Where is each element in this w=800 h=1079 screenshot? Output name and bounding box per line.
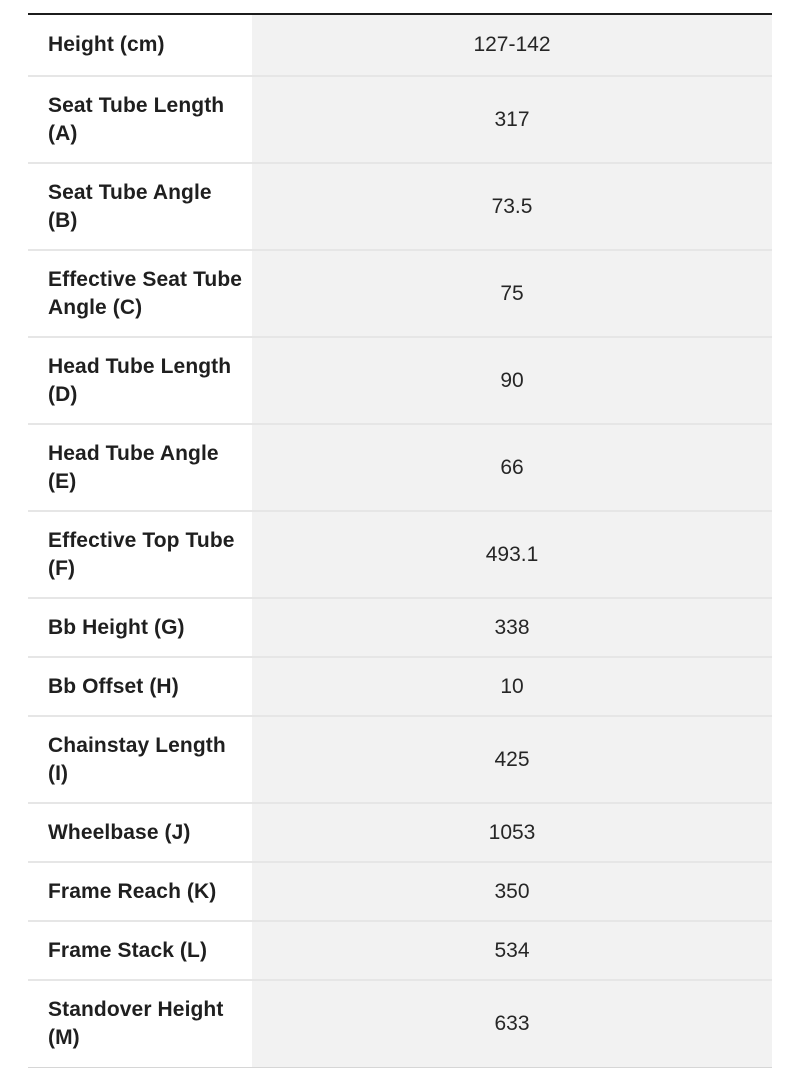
row-value: 493.1 <box>252 511 772 598</box>
row-value: 338 <box>252 598 772 657</box>
row-value: 350 <box>252 862 772 921</box>
row-label: Effective Top Tube (F) <box>28 511 252 598</box>
table-row-seat-tube-length <box>28 76 772 163</box>
row-label: Bb Height (G) <box>28 598 252 657</box>
row-label: Head Tube Length (D) <box>28 337 252 424</box>
row-value: 317 <box>252 76 772 163</box>
row-value: 127-142 <box>252 15 772 76</box>
table-row-effective-seat-tube-angle <box>28 250 772 337</box>
table-row-chainstay-length <box>28 716 772 803</box>
row-value: 1053 <box>252 803 772 862</box>
row-value: 73.5 <box>252 163 772 250</box>
row-label: Wheelbase (J) <box>28 803 252 862</box>
table-row-effective-top-tube <box>28 511 772 598</box>
row-label: Frame Reach (K) <box>28 862 252 921</box>
table-row-wheelbase <box>28 803 772 862</box>
row-label: Head Tube Angle (E) <box>28 424 252 511</box>
table-row-head-tube-length <box>28 337 772 424</box>
table-row-frame-stack <box>28 921 772 980</box>
row-value: 90 <box>252 337 772 424</box>
row-label: Chainstay Length (I) <box>28 716 252 803</box>
row-label: Standover Height (M) <box>28 980 252 1067</box>
row-label: Seat Tube Angle (B) <box>28 163 252 250</box>
row-value: 534 <box>252 921 772 980</box>
table-row-bb-offset <box>28 657 772 716</box>
table-row-bb-height <box>28 598 772 657</box>
row-value: 66 <box>252 424 772 511</box>
row-value: 633 <box>252 980 772 1067</box>
table-row-standover-height <box>28 980 772 1067</box>
row-label: Frame Stack (L) <box>28 921 252 980</box>
row-value: 425 <box>252 716 772 803</box>
row-label: Seat Tube Length (A) <box>28 76 252 163</box>
row-value: 10 <box>252 657 772 716</box>
row-label: Effective Seat Tube Angle (C) <box>28 250 252 337</box>
row-value: 75 <box>252 250 772 337</box>
geometry-spec-table <box>28 15 772 1068</box>
row-label: Height (cm) <box>28 15 252 76</box>
table-row-height <box>28 15 772 76</box>
table-row-frame-reach <box>28 862 772 921</box>
table-row-head-tube-angle <box>28 424 772 511</box>
row-label: Bb Offset (H) <box>28 657 252 716</box>
table-row-seat-tube-angle <box>28 163 772 250</box>
